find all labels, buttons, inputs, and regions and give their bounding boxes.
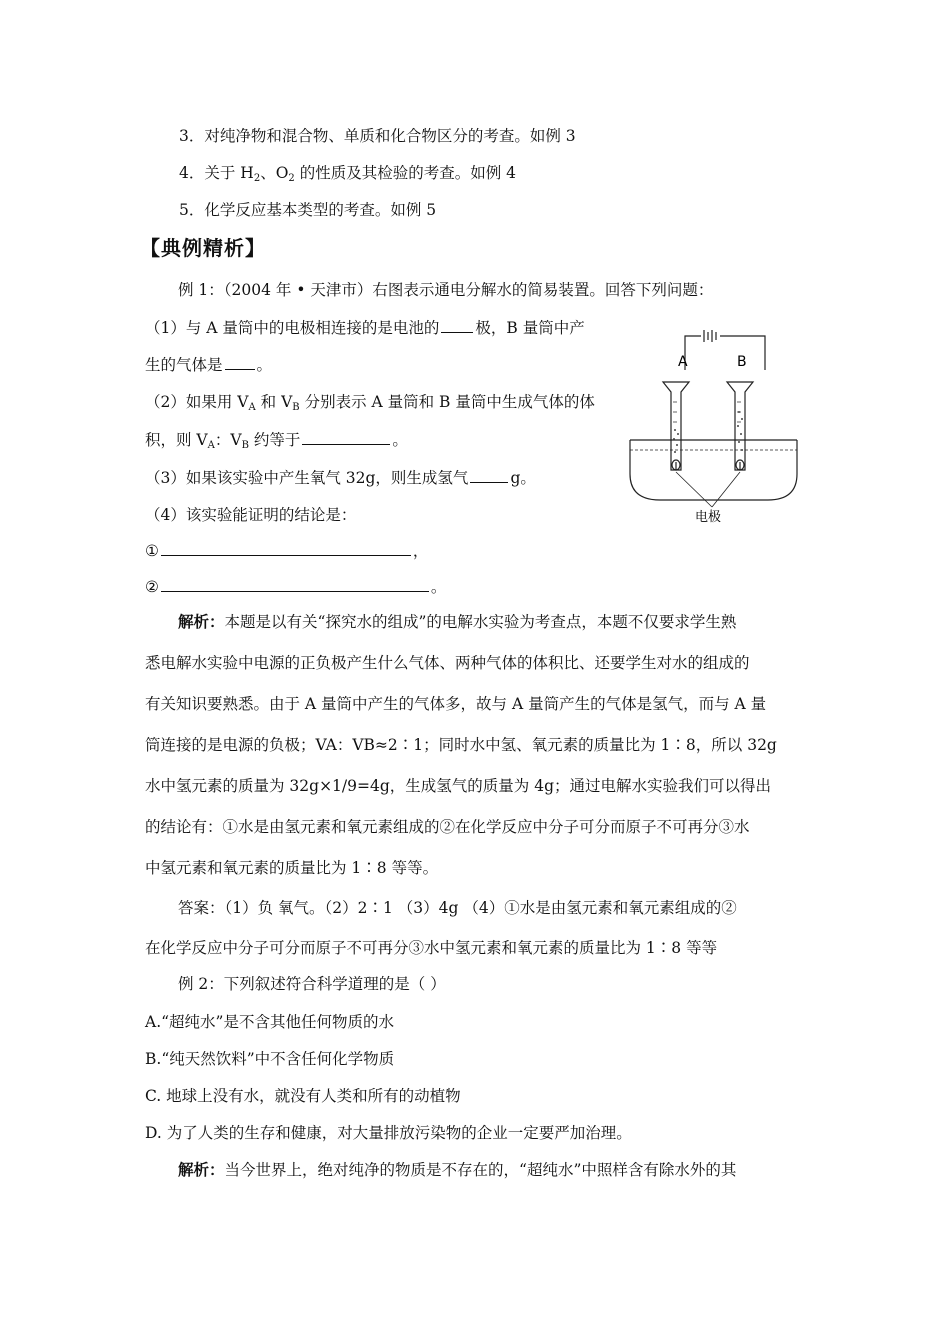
example1-blank2: ② 。 — [145, 578, 447, 596]
example1-q4: （4）该实验能证明的结论是： — [145, 506, 357, 524]
answer-line-1: 答案：（1）负 氧气。（2）2∶1 （3）4g （4）①水是由氢元素和氧元素组成的② — [178, 899, 737, 917]
list-item-4: 4．关于 $H_2$、$O_2$ 的性质及其检验的考查。如例 4 — [179, 164, 516, 184]
answer-blank[interactable] — [441, 318, 473, 333]
example1-intro: 例 1：（2004 年 • 天津市）右图表示通电分解水的简易装置。回答下列问题： — [178, 281, 714, 299]
analysis-line-7: 中氢元素和氧元素的质量比为 1∶8 等等。 — [145, 859, 439, 877]
example2-analysis: 解析：当今世界上，绝对纯净的物质是不存在的，“超纯水”中照样含有除水外的其 — [178, 1160, 737, 1179]
option-d: D. 为了人类的生存和健康，对大量排放污染物的企业一定要严加治理。 — [145, 1124, 632, 1142]
example1-q2-cont: 积，则 $V_A$：$V_B$ 约等于 。 — [145, 431, 408, 451]
analysis-line-3: 有关知识要熟悉。由于 A 量筒中产生的气体多，故与 A 量筒产生的气体是氢气，而与 A 量 — [145, 695, 767, 713]
analysis-line-5: 水中氢元素的质量为 32g×1/9=4g，生成氢气的质量为 4g；通过电解水实验我们可以得出 — [145, 777, 771, 795]
option-a: A.“超纯水”是不含其他任何物质的水 — [145, 1013, 394, 1031]
list-item-5: 5．化学反应基本类型的考查。如例 5 — [179, 201, 437, 219]
option-c: C. 地球上没有水，就没有人类和所有的动植物 — [145, 1087, 461, 1105]
answer-blank[interactable] — [302, 430, 390, 445]
analysis-line-2: 悉电解水实验中电源的正负极产生什么气体、两种气体的体积比、还要学生对水的组成的 — [145, 654, 750, 672]
list-item-3: 3．对纯净物和混合物、单质和化合物区分的考查。如例 3 — [179, 127, 576, 145]
tube-a-label: A — [678, 354, 688, 370]
section-title: 【典例精析】 — [140, 236, 266, 260]
analysis-line-4: 筒连接的是电源的负极；VA：VB≈2∶1；同时水中氢、氧元素的质量比为 1∶8，所以 32g — [145, 736, 777, 754]
example2-question: 例 2：下列叙述符合科学道理的是（ ） — [178, 975, 446, 993]
example1-q3: （3）如果该实验中产生氧气 32g，则生成氢气 g。 — [145, 469, 536, 487]
electrode-label: 电极 — [695, 510, 722, 525]
example1-blank1: ① ， — [145, 542, 429, 560]
answer-line-2: 在化学反应中分子可分而原子不可再分③水中氢元素和氧元素的质量比为 1∶8 等等 — [145, 939, 718, 957]
example1-q1: （1）与 A 量筒中的电极相连接的是电池的 极，B 量筒中产 — [145, 319, 585, 337]
answer-blank[interactable] — [161, 577, 429, 592]
answer-blank[interactable] — [161, 541, 411, 556]
analysis-line-6: 的结论有：①水是由氢元素和氧元素组成的②在化学反应中分子可分而原子不可再分③水 — [145, 818, 750, 836]
example1-q2: （2）如果用 $V_A$ 和 $V_B$ 分别表示 A 量筒和 B 量筒中生成气体的体 — [145, 393, 595, 413]
answer-blank[interactable] — [470, 468, 508, 483]
analysis-line-1: 解析：本题是以有关“探究水的组成”的电解水实验为考查点，本题不仅要求学生熟 — [178, 612, 737, 631]
tube-b-label: B — [737, 354, 747, 370]
example1-q1-cont: 生的气体是 。 — [145, 356, 273, 374]
answer-blank[interactable] — [225, 355, 255, 370]
electrolysis-diagram — [625, 322, 800, 527]
option-b: B.“纯天然饮料”中不含任何化学物质 — [145, 1050, 395, 1068]
